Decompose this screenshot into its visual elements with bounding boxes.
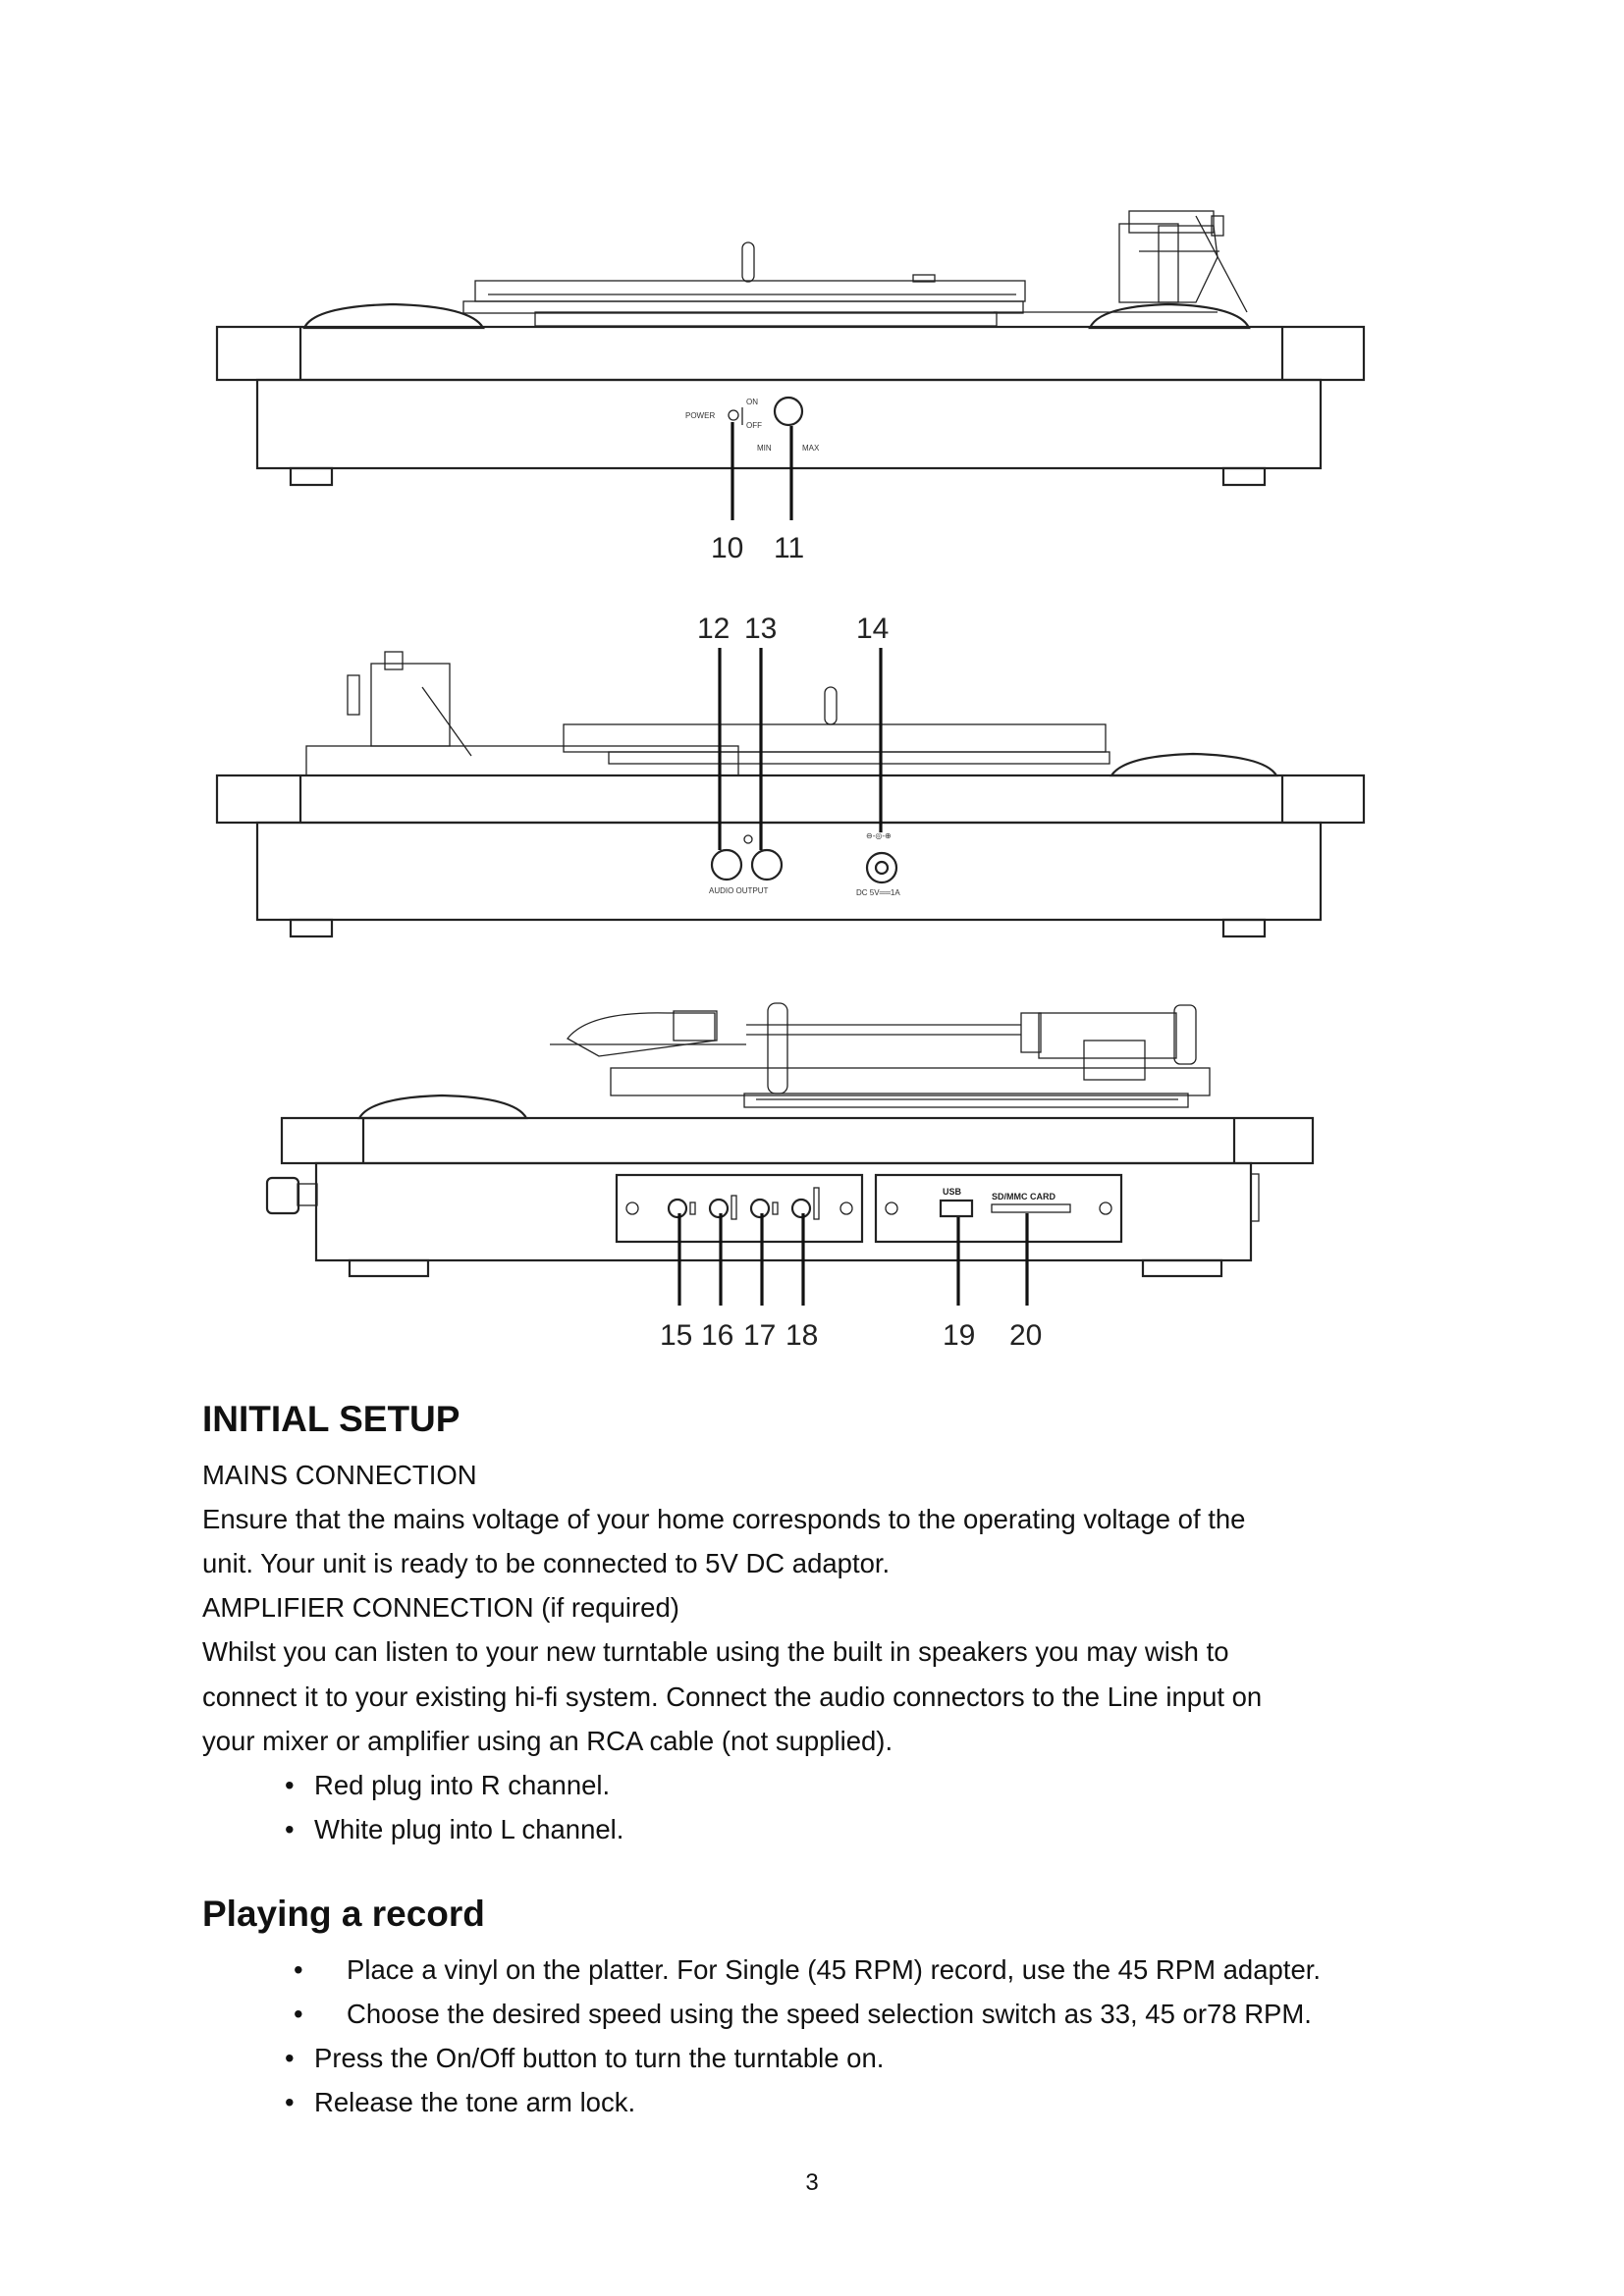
sd-card-label: SD/MMC CARD <box>992 1192 1056 1201</box>
initial-setup-heading: INITIAL SETUP <box>202 1399 460 1439</box>
list-item-text: Release the tone arm lock. <box>314 2087 636 2117</box>
callout-14: 14 <box>856 613 890 645</box>
page-number: 3 <box>805 2169 819 2196</box>
setup-bullet-list <box>285 1763 624 1851</box>
bullet-icon: • <box>285 2087 295 2117</box>
callout-11: 11 <box>774 532 805 564</box>
dc-polarity-label: ⊖-◎-⊕ <box>866 831 892 840</box>
list-item-text: Choose the desired speed using the speed selection switch as 33, 45 or78 RPM. <box>347 1999 1312 2029</box>
amplifier-text-line-1: Whilst you can listen to your new turntable using the built in speakers you may wish to <box>202 1636 1229 1667</box>
callout-13: 13 <box>744 613 778 645</box>
dc-input-label: DC 5V══1A <box>856 888 900 897</box>
list-item <box>285 1807 624 1851</box>
front-label-layer <box>0 0 1 1</box>
mains-connection-heading: MAINS CONNECTION <box>202 1460 477 1490</box>
callout-16: 16 <box>701 1319 734 1352</box>
list-item <box>294 1948 1322 1992</box>
callout-18: 18 <box>785 1319 819 1352</box>
list-item <box>285 1763 623 1807</box>
list-item-text: Press the On/Off button to turn the turntable on. <box>314 2043 885 2073</box>
bullet-icon: • <box>285 1814 295 1844</box>
bullet-icon: • <box>285 2043 295 2073</box>
callout-15: 15 <box>660 1319 693 1352</box>
callout-10: 10 <box>711 532 744 564</box>
list-item-text: White plug into L channel. <box>314 1814 624 1844</box>
playing-bullet-list <box>285 2036 885 2124</box>
list-item-text: Place a vinyl on the platter. For Single (45 RPM) record, use the 45 RPM adapter. <box>347 1954 1322 1985</box>
audio-output-label: AUDIO OUTPUT <box>709 886 769 895</box>
bullet-icon: • <box>285 1770 295 1800</box>
callout-20: 20 <box>1009 1319 1043 1352</box>
amplifier-text-line-3: your mixer or amplifier using an RCA cable (not supplied). <box>202 1726 893 1756</box>
front-on-label: ON <box>746 398 758 406</box>
list-item-text: Red plug into R channel. <box>314 1770 611 1800</box>
bullet-icon: • <box>294 1954 303 1985</box>
callout-19: 19 <box>943 1319 976 1352</box>
mains-text-line-1: Ensure that the mains voltage of your home corresponds to the operating voltage of the <box>202 1504 1246 1534</box>
usb-label: USB <box>943 1187 962 1197</box>
front-power-label: POWER <box>685 411 716 420</box>
bullet-icon: • <box>294 1999 303 2029</box>
front-max-label: MAX <box>802 444 820 453</box>
callout-17: 17 <box>743 1319 777 1352</box>
list-item <box>294 1992 1321 2036</box>
front-view-diagram <box>217 211 1364 564</box>
amplifier-text-line-2: connect it to your existing hi-fi system. Connect the audio connectors to the Line input on <box>202 1682 1263 1712</box>
callout-12: 12 <box>697 613 731 645</box>
amplifier-connection-heading: AMPLIFIER CONNECTION (if required) <box>202 1592 679 1623</box>
playing-record-heading: Playing a record <box>202 1894 485 1934</box>
mains-text-line-2: unit. Your unit is ready to be connected to 5V DC adaptor. <box>202 1548 891 1578</box>
front-off-label: OFF <box>746 421 762 430</box>
side-view-diagram <box>267 1003 1313 1352</box>
list-item <box>285 2080 884 2124</box>
rear-view-diagram <box>217 613 1364 936</box>
front-min-label: MIN <box>757 444 772 453</box>
playing-wide-bullet-list <box>294 1948 1322 2036</box>
list-item <box>285 2036 885 2080</box>
